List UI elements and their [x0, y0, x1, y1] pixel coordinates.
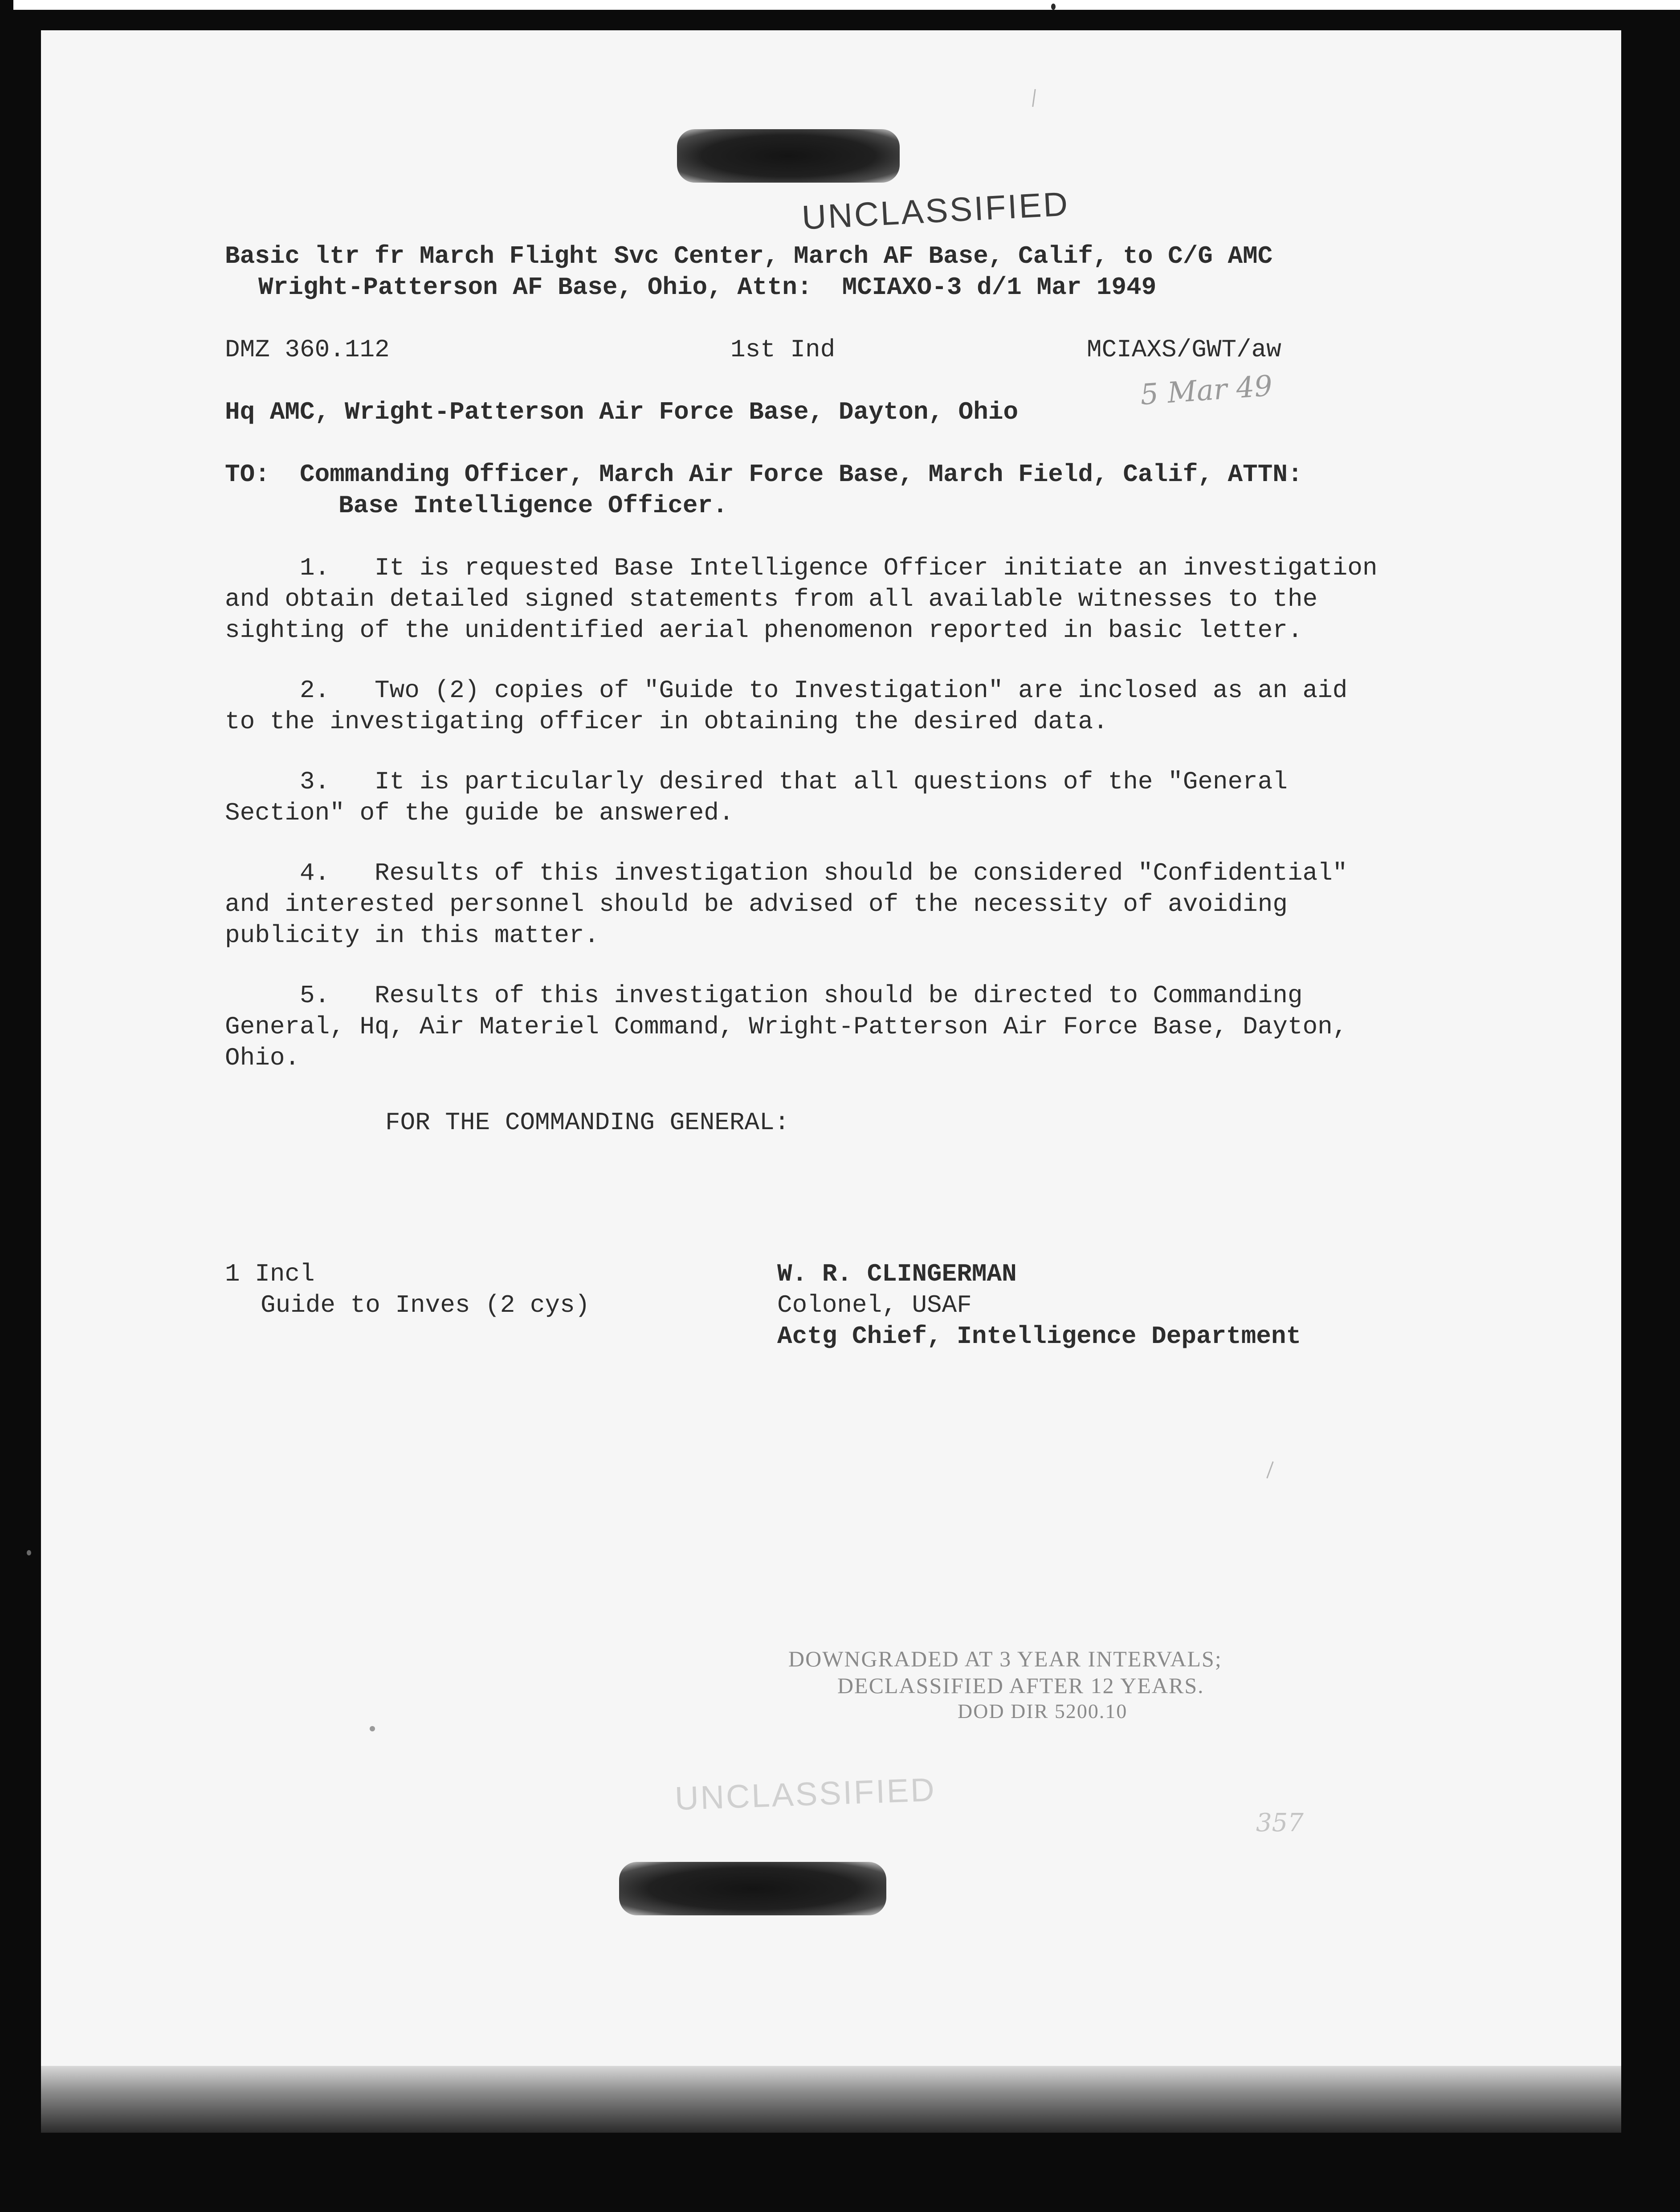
to-line-2: Base Intelligence Officer. — [338, 491, 728, 520]
paragraph-4-line-3: publicity in this matter. — [225, 921, 599, 950]
paragraph-2-line-2: to the investigating officer in obtaining the desired data. — [225, 707, 1108, 736]
redaction-bar-bottom — [619, 1862, 886, 1915]
signature-rank: Colonel, USAF — [777, 1291, 972, 1319]
closing-line: FOR THE COMMANDING GENERAL: — [385, 1108, 790, 1137]
paragraph-1-line-3: sighting of the unidentified aerial phenomenon reported in basic letter. — [225, 616, 1303, 645]
paragraph-5-line-2: General, Hq, Air Materiel Command, Wright-Patterson Air Force Base, Dayton, — [225, 1012, 1348, 1041]
paragraph-4-line-1: 4. Results of this investigation should be considered "Confidential" — [225, 859, 1348, 887]
to-line-1: TO: Commanding Officer, March Air Force Base, March Field, Calif, ATTN: — [225, 460, 1303, 489]
downgrade-stamp-line-2: DECLASSIFIED AFTER 12 YEARS. — [837, 1673, 1204, 1698]
paragraph-5-line-1: 5. Results of this investigation should be directed to Commanding — [225, 981, 1303, 1010]
inclosure-description: Guide to Inves (2 cys) — [261, 1291, 590, 1319]
scan-dust-mark — [370, 1726, 375, 1731]
paragraph-4-line-2: and interested personnel should be advised of the necessity of avoiding — [225, 890, 1288, 918]
paragraph-3-line-1: 3. It is particularly desired that all questions of the "General — [225, 767, 1288, 796]
header-line-2: Wright-Patterson AF Base, Ohio, Attn: MCIAXO-3 d/1 Mar 1949 — [258, 273, 1157, 302]
classification-stamp-bottom: UNCLASSIFIED — [674, 1771, 937, 1817]
header-line-1: Basic ltr fr March Flight Svc Center, March AF Base, Calif, to C/G AMC — [225, 242, 1273, 270]
redaction-bar-top — [677, 129, 900, 183]
handwritten-date: 5 Mar 49 — [1139, 369, 1274, 412]
signature-name: W. R. CLINGERMAN — [777, 1260, 1017, 1288]
scan-bottom-edge — [41, 2066, 1621, 2133]
paragraph-2-line-1: 2. Two (2) copies of "Guide to Investigation" are inclosed as an aid — [225, 676, 1348, 705]
scan-dust-mark — [27, 1550, 31, 1555]
office-symbol: MCIAXS/GWT/aw — [1087, 335, 1281, 364]
paragraph-3-line-2: Section" of the guide be answered. — [225, 799, 734, 827]
indorsement-number: 1st Ind — [730, 335, 836, 364]
inclosure-count: 1 Incl — [225, 1260, 315, 1288]
scan-top-edge — [13, 0, 1680, 10]
downgrade-stamp-line-3: DOD DIR 5200.10 — [958, 1700, 1128, 1722]
page-number: 357 — [1256, 1808, 1304, 1837]
downgrade-stamp-line-1: DOWNGRADED AT 3 YEAR INTERVALS; — [788, 1646, 1222, 1671]
signature-title: Actg Chief, Intelligence Department — [777, 1322, 1301, 1351]
classification-stamp-top: UNCLASSIFIED — [801, 185, 1071, 237]
file-reference: DMZ 360.112 — [225, 335, 390, 364]
paragraph-5-line-3: Ohio. — [225, 1044, 300, 1072]
from-line: Hq AMC, Wright-Patterson Air Force Base, Dayton, Ohio — [225, 398, 1019, 426]
paragraph-1-line-1: 1. It is requested Base Intelligence Officer initiate an investigation — [225, 554, 1378, 582]
scan-dust-mark — [1051, 4, 1056, 10]
paragraph-1-line-2: and obtain detailed signed statements from all available witnesses to the — [225, 585, 1318, 613]
